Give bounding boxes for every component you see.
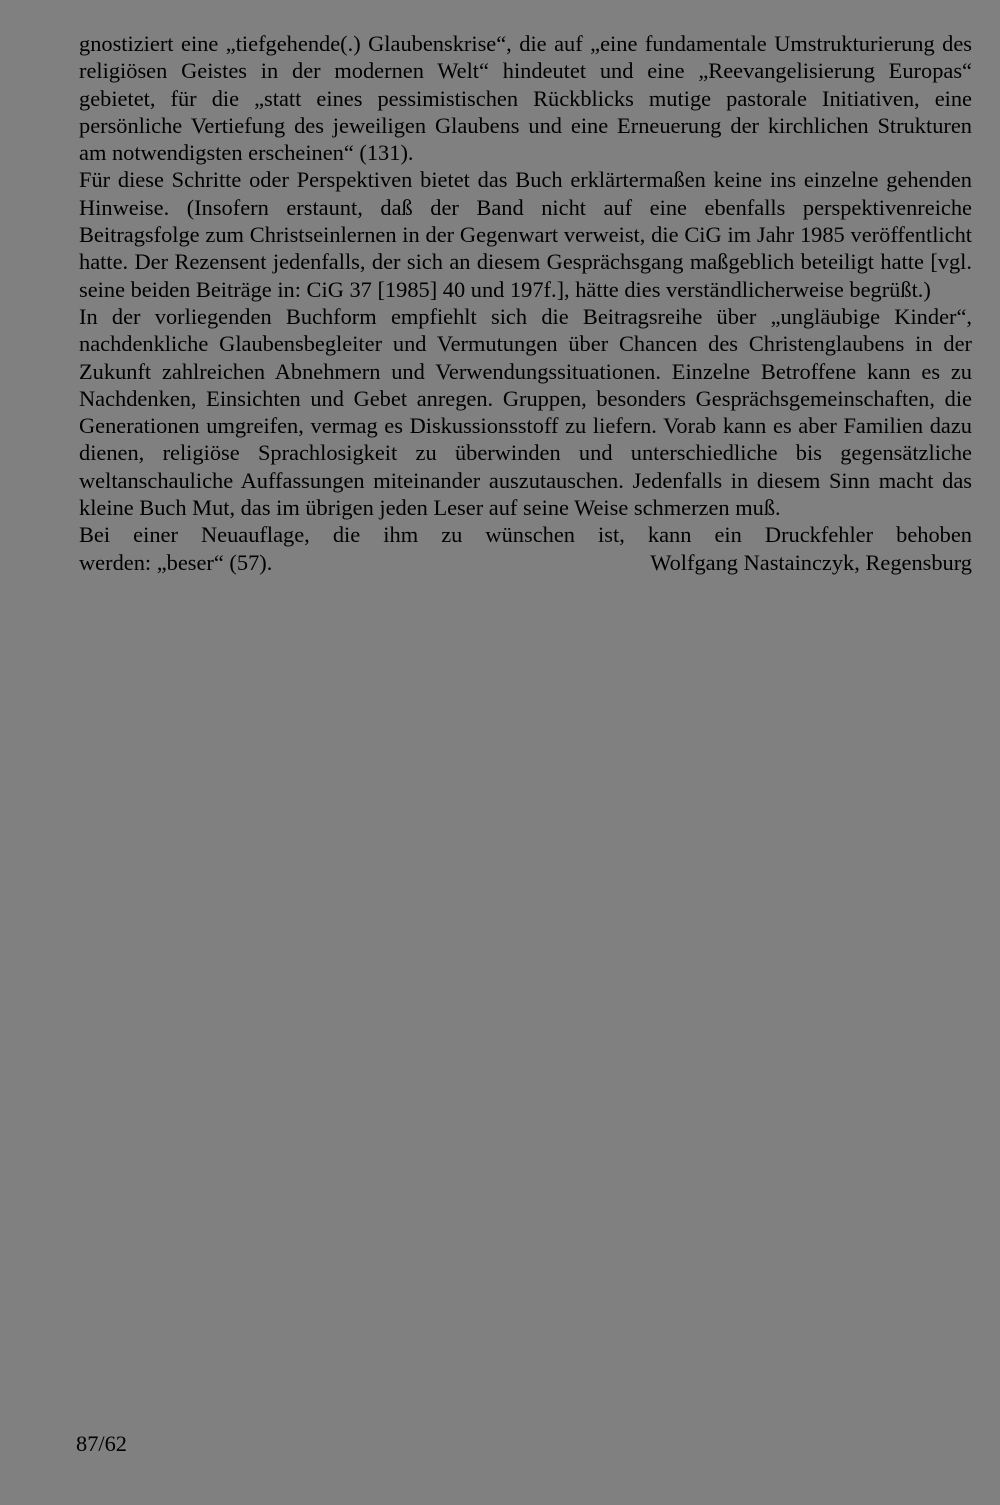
paragraph-1: gnostiziert eine „tiefgehende(.) Glaubenskrise“, die auf „eine fundamentale Umstrukturierung des religiösen Geistes in der modernen Welt“ hindeutet und eine „Reevangelisierung Europas“ gebietet, für die „statt eines pessimistischen Rückblicks mutige pastorale Initiativen, eine persönliche Vertiefung des jeweiligen Glaubens und eine Erneuerung der kirchlichen Strukturen am notwendigsten erscheinen“ (131). bbox=[79, 31, 972, 166]
paragraph-3: In der vorliegenden Buchform empfiehlt sich die Beitragsreihe über „ungläubige Kinder“, nachdenkliche Glaubensbegleiter und Vermutungen über Chancen des Christenglaubens in der Zukunft zahlreichen Abnehmern und Verwendungssituationen. Einzelne Betroffene kann es zu Nachdenken, Einsichten und Gebet anregen. Gruppen, besonders Gesprächsgemeinschaften, die Generationen umgreifen, vermag es Diskussionsstoff zu liefern. Vorab kann es aber Familien dazu dienen, religiöse Sprachlosigkeit zu überwinden und unterschiedliche bis gegensätzliche weltanschauliche Auffassungen miteinander auszutauschen. Jedenfalls in diesem Sinn macht das kleine Buch Mut, das im übrigen jeden Leser auf seine Weise schmerzen muß. bbox=[79, 303, 972, 521]
closing-text: werden: „beser“ (57). bbox=[79, 549, 273, 575]
body-text bbox=[79, 30, 972, 576]
paragraph-2: Für diese Schritte oder Perspektiven bietet das Buch erklärtermaßen keine ins einzelne gehenden Hinweise. (Insofern erstaunt, daß der Band nicht auf eine ebenfalls perspektivenreiche Beitragsfolge zum Christseinlernen in der Gegenwart verweist, die CiG im Jahr 1985 veröffentlicht hatte. Der Rezensent jedenfalls, der sich an diesem Gesprächsgang maßgeblich beteiligt hatte [vgl. seine beiden Beiträge in: CiG 37 [1985] 40 und 197f.], hätte dies verständlicherweise begrüßt.) bbox=[79, 167, 972, 302]
paragraph-4: Bei einer Neuauflage, die ihm zu wünschen ist, kann ein Druckfehler behoben bbox=[79, 522, 972, 548]
page-number: 87/62 bbox=[76, 1431, 128, 1456]
closing-line bbox=[79, 549, 972, 576]
author-signature: Wolfgang Nastainczyk, Regensburg bbox=[650, 549, 972, 575]
